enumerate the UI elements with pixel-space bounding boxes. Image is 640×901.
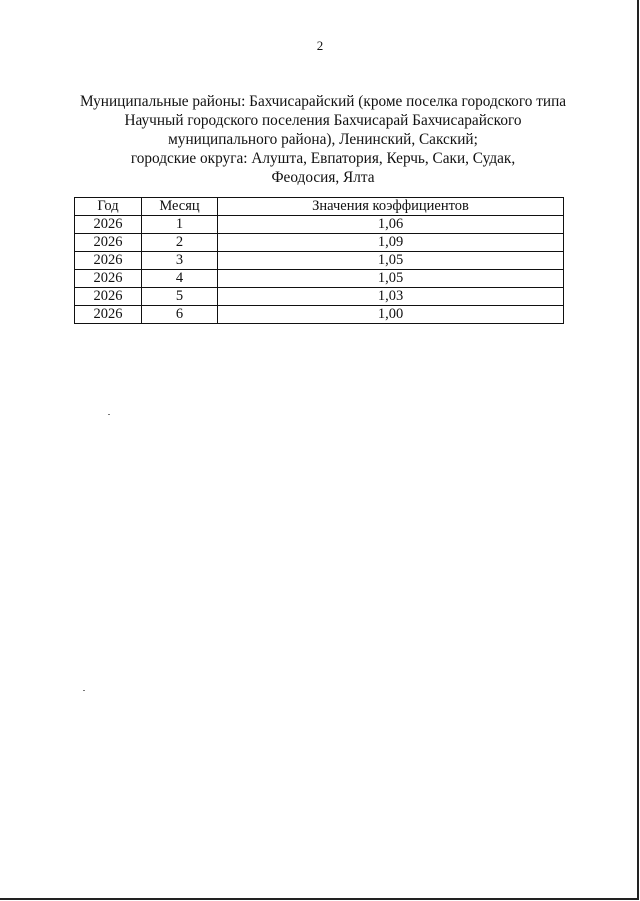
cell-coefficient: 1,05 bbox=[218, 270, 564, 288]
cell-coefficient: 1,05 bbox=[218, 252, 564, 270]
column-header-year: Год bbox=[75, 198, 142, 216]
cell-coefficient: 1,06 bbox=[218, 216, 564, 234]
document-heading bbox=[62, 92, 584, 187]
cell-month: 4 bbox=[142, 270, 218, 288]
heading-line: Муниципальные районы: Бахчисарайский (кроме поселка городского типа bbox=[79, 93, 567, 110]
table-header-row bbox=[75, 198, 564, 216]
scan-speck bbox=[83, 690, 85, 691]
cell-month: 3 bbox=[142, 252, 218, 270]
cell-month: 1 bbox=[142, 216, 218, 234]
table-row bbox=[75, 270, 564, 288]
table-row bbox=[75, 216, 564, 234]
cell-year: 2026 bbox=[75, 252, 142, 270]
heading-line: Феодосия, Ялта bbox=[271, 169, 375, 186]
heading-line: городские округа: Алушта, Евпатория, Керчь, Саки, Судак, bbox=[130, 150, 516, 167]
column-header-coefficient: Значения коэффициентов bbox=[218, 198, 564, 216]
cell-year: 2026 bbox=[75, 270, 142, 288]
cell-coefficient: 1,03 bbox=[218, 288, 564, 306]
heading-line: Научный городского поселения Бахчисарай Бахчисарайского bbox=[124, 112, 522, 129]
table-row bbox=[75, 252, 564, 270]
cell-coefficient: 1,00 bbox=[218, 306, 564, 324]
page-number: 2 bbox=[316, 38, 324, 53]
heading-line: муниципального района), Ленинский, Сакский; bbox=[168, 131, 478, 148]
cell-year: 2026 bbox=[75, 216, 142, 234]
table-row bbox=[75, 234, 564, 252]
cell-year: 2026 bbox=[75, 234, 142, 252]
coefficients-table bbox=[74, 197, 564, 324]
cell-month: 6 bbox=[142, 306, 218, 324]
cell-month: 2 bbox=[142, 234, 218, 252]
cell-month: 5 bbox=[142, 288, 218, 306]
scan-speck bbox=[108, 414, 110, 415]
cell-year: 2026 bbox=[75, 306, 142, 324]
cell-year: 2026 bbox=[75, 288, 142, 306]
table-row bbox=[75, 288, 564, 306]
table-row bbox=[75, 306, 564, 324]
cell-coefficient: 1,09 bbox=[218, 234, 564, 252]
column-header-month: Месяц bbox=[142, 198, 218, 216]
